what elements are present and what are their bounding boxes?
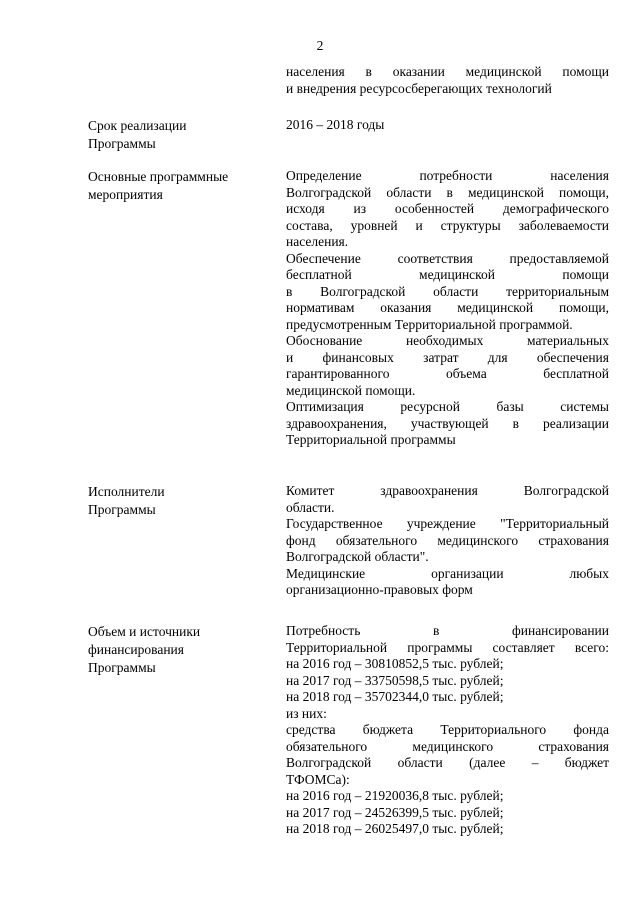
funding-text [286, 623, 609, 838]
text-line: на 2016 год – 30810852,5 тыс. рублей; [286, 656, 504, 671]
text-line: на 2016 год – 21920036,8 тыс. рублей; [286, 788, 504, 803]
activities-label [88, 168, 268, 204]
activities-text [286, 168, 609, 449]
label-line: Объем и источники [88, 624, 201, 639]
text-line: предусмотренным Территориальной программой. [286, 316, 573, 332]
text-line: и внедрения ресурсосберегающих технологий [286, 80, 552, 96]
text-line: обязательного медицинского страхования [286, 738, 609, 754]
text-line: на 2017 год – 24526399,5 тыс. рублей; [286, 804, 504, 820]
text-line: 2016 – 2018 годы [286, 117, 385, 132]
text-line: и финансовых затрат для обеспечения [286, 349, 609, 365]
text-line: медицинской помощи. [286, 382, 416, 398]
text-line: нормативам оказания медицинской помощи, [286, 300, 609, 315]
text-line: Обоснование необходимых материальных [286, 333, 609, 348]
page-number: 2 [316, 38, 324, 53]
text-line: в Волгоградской области территориальным [286, 283, 609, 299]
text-line: Определение потребности населения [286, 168, 609, 183]
text-line: области. [286, 499, 335, 515]
label-line: мероприятия [88, 187, 163, 202]
text-line: Комитет здравоохранения Волгоградской [286, 483, 609, 498]
label-line: Программы [88, 136, 156, 151]
text-line: состава, уровней и структуры заболеваемости [286, 217, 609, 233]
text-line: гарантированного объема бесплатной [286, 366, 609, 381]
text-line: бесплатной медицинской помощи [286, 267, 609, 282]
text-line: ТФОМСа): [286, 771, 350, 787]
text-line: Волгоградской области". [286, 549, 429, 564]
text-line: организационно-правовых форм [286, 582, 473, 597]
text-line: на 2018 год – 35702344,0 тыс. рублей; [286, 689, 504, 704]
term-value [286, 117, 609, 134]
label-line: Программы [88, 660, 156, 675]
executors-label [88, 483, 268, 519]
funding-label [88, 623, 268, 677]
text-line: Территориальной программы [286, 432, 456, 447]
text-line: средства бюджета Территориального фонда [286, 722, 609, 737]
text-line: Волгоградской области (далее – бюджет [286, 755, 609, 770]
text-line: Медицинские организации любых [286, 565, 609, 581]
text-line: Государственное учреждение "Территориальный [286, 516, 609, 531]
text-line: на 2017 год – 33750598,5 тыс. рублей; [286, 672, 504, 688]
term-label [88, 117, 268, 153]
text-line: Оптимизация ресурсной базы системы [286, 399, 609, 414]
text-line: Потребность в финансировании [286, 623, 609, 638]
text-line: на 2018 год – 26025497,0 тыс. рублей; [286, 821, 504, 836]
text-line: населения в оказании медицинской помощи [286, 64, 609, 79]
text-line: Волгоградской области в медицинской помощи, [286, 184, 609, 200]
text-line: фонд обязательного медицинского страхования [286, 532, 609, 548]
label-line: Программы [88, 502, 156, 517]
label-line: Исполнители [88, 484, 165, 499]
label-line: финансирования [88, 642, 184, 657]
text-line: исходя из особенностей демографического [286, 201, 609, 216]
text-line: Территориальной программы составляет всего: [286, 639, 609, 655]
label-line: Основные программные [88, 169, 229, 184]
label-line: Срок реализации [88, 118, 187, 133]
text-line: из них: [286, 705, 327, 721]
text-line: Обеспечение соответствия предоставляемой [286, 250, 609, 266]
text-line: здравоохранения, участвующей в реализации [286, 415, 609, 431]
continuation-text [286, 64, 609, 97]
executors-text [286, 483, 609, 599]
text-line: населения. [286, 234, 349, 249]
